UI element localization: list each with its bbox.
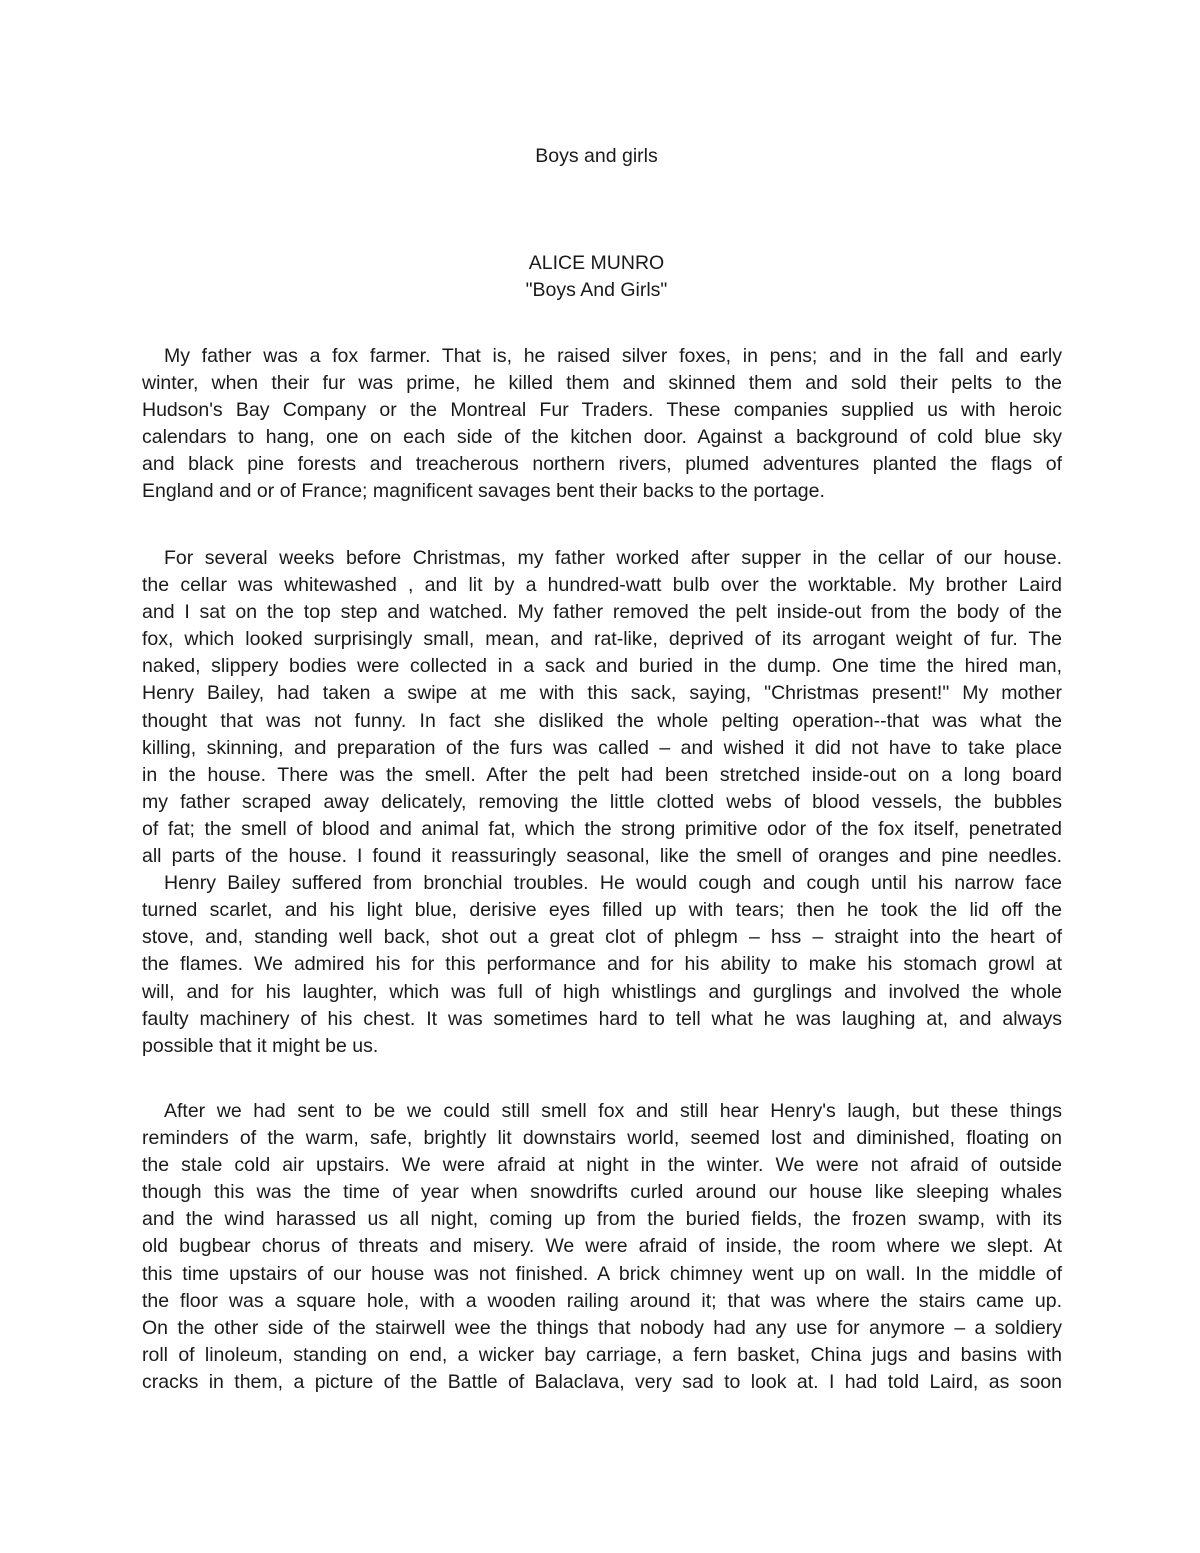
text-line: the cellar was whitewashed , and lit by a hundred-watt bulb over the worktable. My brother Laird bbox=[142, 574, 1062, 597]
text-line: On the other side of the stairwell wee the things that nobody had any use for anymore – a soldiery bbox=[142, 1316, 1062, 1339]
text-line: this time upstairs of our house was not finished. A brick chimney went up on wall. In the middle of bbox=[142, 1262, 1062, 1285]
text-line: Henry Bailey suffered from bronchial troubles. He would cough and cough until his narrow face bbox=[164, 872, 1062, 895]
text-line: roll of linoleum, standing on end, a wicker bay carriage, a fern basket, China jugs and basins with bbox=[142, 1343, 1062, 1366]
text-line: turned scarlet, and his light blue, derisive eyes filled up with tears; then he took the lid off the bbox=[142, 899, 1062, 922]
author-name: ALICE MUNRO bbox=[528, 252, 665, 274]
document-title: Boys and girls bbox=[535, 145, 658, 167]
paragraph-3 bbox=[142, 1098, 1062, 1396]
text-line: naked, slippery bodies were collected in a sack and buried in the dump. One time the hired man, bbox=[142, 655, 1062, 678]
text-line: all parts of the house. I found it reassuringly seasonal, like the smell of oranges and pine needles. bbox=[142, 845, 1062, 868]
text-line: England and or of France; magnificent savages bent their backs to the portage. bbox=[142, 480, 825, 503]
text-line: Hudson's Bay Company or the Montreal Fur Traders. These companies supplied us with heroic bbox=[142, 399, 1062, 422]
text-line: the flames. We admired his for this performance and for his ability to make his stomach growl at bbox=[142, 953, 1062, 976]
text-line: old bugbear chorus of threats and misery. We were afraid of inside, the room where we slept. At bbox=[142, 1235, 1062, 1258]
text-line: winter, when their fur was prime, he killed them and skinned them and sold their pelts to the bbox=[142, 372, 1062, 395]
text-line: stove, and, standing well back, shot out a great clot of phlegm – hss – straight into the heart of bbox=[142, 926, 1062, 949]
text-line: possible that it might be us. bbox=[142, 1034, 379, 1057]
text-line: though this was the time of year when snowdrifts curled around our house like sleeping whales bbox=[142, 1181, 1062, 1204]
paragraph-1 bbox=[142, 343, 1062, 506]
text-line: After we had sent to be we could still smell fox and still hear Henry's laugh, but these things bbox=[164, 1100, 1062, 1122]
text-line: will, and for his laughter, which was full of high whistlings and gurglings and involved the whole bbox=[142, 980, 1062, 1003]
text-line: cracks in them, a picture of the Battle of Balaclava, very sad to look at. I had told Laird, as soon bbox=[142, 1370, 1062, 1393]
text-line: the floor was a square hole, with a wooden railing around it; that was where the stairs came up. bbox=[142, 1289, 1062, 1312]
story-subtitle: "Boys And Girls" bbox=[525, 279, 668, 301]
text-line: Henry Bailey, had taken a swipe at me with this sack, saying, "Christmas present!" My mother bbox=[142, 682, 1062, 705]
text-line: My father was a fox farmer. That is, he raised silver foxes, in pens; and in the fall and early bbox=[164, 345, 1062, 367]
text-line: my father scraped away delicately, removing the little clotted webs of blood vessels, the bubbles bbox=[142, 790, 1062, 813]
text-line: the stale cold air upstairs. We were afraid at night in the winter. We were not afraid of outside bbox=[142, 1154, 1062, 1177]
text-line: and I sat on the top step and watched. My father removed the pelt inside-out from the body of the bbox=[142, 601, 1062, 624]
author-block bbox=[0, 250, 1193, 304]
text-line: and black pine forests and treacherous northern rivers, plumed adventures planted the flags of bbox=[142, 453, 1062, 476]
text-line: reminders of the warm, safe, brightly lit downstairs world, seemed lost and diminished, floating on bbox=[142, 1127, 1062, 1150]
paragraph-2 bbox=[142, 545, 1062, 1060]
text-line: thought that was not funny. In fact she disliked the whole pelting operation--that was what the bbox=[142, 709, 1062, 732]
text-line: and the wind harassed us all night, coming up from the buried fields, the frozen swamp, with its bbox=[142, 1208, 1062, 1231]
text-line: of fat; the smell of blood and animal fat, which the strong primitive odor of the fox itself, penetrated bbox=[142, 817, 1062, 840]
text-line: in the house. There was the smell. After the pelt had been stretched inside-out on a long board bbox=[142, 763, 1062, 786]
text-line: calendars to hang, one on each side of the kitchen door. Against a background of cold blue sky bbox=[142, 426, 1062, 449]
text-line: For several weeks before Christmas, my father worked after supper in the cellar of our house. bbox=[164, 547, 1062, 569]
text-line: fox, which looked surprisingly small, mean, and rat-like, deprived of its arrogant weight of fur. The bbox=[142, 628, 1062, 651]
text-line: faulty machinery of his chest. It was sometimes hard to tell what he was laughing at, and always bbox=[142, 1007, 1062, 1030]
text-line: killing, skinning, and preparation of the furs was called – and wished it did not have to take place bbox=[142, 736, 1062, 759]
